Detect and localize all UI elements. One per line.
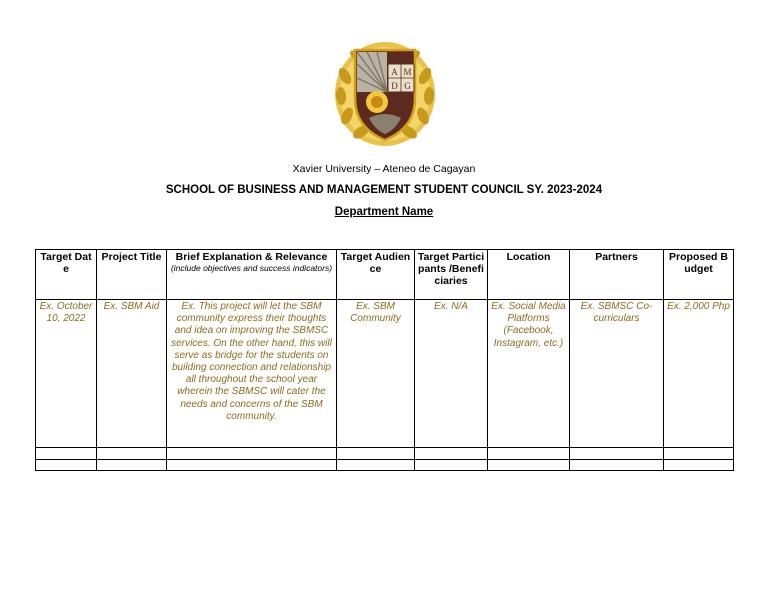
example-audience[interactable]: Ex. SBM Community — [337, 300, 415, 448]
blank-cell[interactable] — [570, 448, 664, 460]
example-project-title[interactable]: Ex. SBM Aid — [97, 300, 167, 448]
blank-cell[interactable] — [337, 448, 415, 460]
col-brief-explanation — [167, 250, 337, 300]
blank-cell[interactable] — [97, 460, 167, 471]
blank-cell[interactable] — [570, 460, 664, 471]
example-row — [36, 300, 734, 448]
col-project-title: Project Title — [97, 250, 167, 300]
blank-cell[interactable] — [415, 448, 488, 460]
col-partners: Partners — [570, 250, 664, 300]
col-proposed-budget: Proposed Budget — [664, 250, 734, 300]
project-plan-table — [35, 249, 734, 471]
blank-cell[interactable] — [488, 448, 570, 460]
table-row — [36, 448, 734, 460]
blank-cell[interactable] — [167, 460, 337, 471]
col-target-date: Target Date — [36, 250, 97, 300]
university-name: Xavier University – Ateneo de Cagayan — [292, 163, 476, 175]
col-brief-explanation-note: (include objectives and success indicators) — [170, 263, 333, 273]
amdg-seal-icon — [333, 36, 437, 148]
col-target-audience: Target Audience — [337, 250, 415, 300]
amdg-letter-g: G — [404, 81, 411, 91]
example-partners[interactable]: Ex. SBMSC Co-curriculars — [570, 300, 664, 448]
col-brief-explanation-label: Brief Explanation & Relevance — [175, 251, 328, 263]
table-row — [36, 460, 734, 471]
department-name: Department Name — [334, 206, 434, 218]
col-location: Location — [488, 250, 570, 300]
amdg-letter-d: D — [391, 81, 398, 91]
example-location[interactable]: Ex. Social Media Platforms (Facebook, Instagram, etc.) — [488, 300, 570, 448]
blank-cell[interactable] — [488, 460, 570, 471]
blank-cell[interactable] — [664, 460, 734, 471]
example-budget[interactable]: Ex. 2,000 Php — [664, 300, 734, 448]
blank-cell[interactable] — [337, 460, 415, 471]
blank-cell[interactable] — [36, 460, 97, 471]
col-target-participants: Target Participants /Beneficiaries — [415, 250, 488, 300]
council-title: SCHOOL OF BUSINESS AND MANAGEMENT STUDENT COUNCIL SY. 2023-2024 — [165, 184, 603, 196]
amdg-letter-m: M — [403, 67, 412, 77]
example-explanation[interactable]: Ex. This project will let the SBM community express their thoughts and idea on improving the SBMSC services. On the other hand, this will serve as bridge for the students on building connection and relationship all throughout the school year wherein the SBMSC will cater the needs and concerns of the SBM community. — [167, 300, 337, 448]
blank-cell[interactable] — [167, 448, 337, 460]
blank-cell[interactable] — [97, 448, 167, 460]
blank-cell[interactable] — [664, 448, 734, 460]
table-header-row — [36, 250, 734, 300]
blank-cell[interactable] — [415, 460, 488, 471]
example-target-date[interactable]: Ex. October 10, 2022 — [36, 300, 97, 448]
example-participants[interactable]: Ex. N/A — [415, 300, 488, 448]
amdg-letter-a: A — [391, 67, 398, 77]
blank-cell[interactable] — [36, 448, 97, 460]
